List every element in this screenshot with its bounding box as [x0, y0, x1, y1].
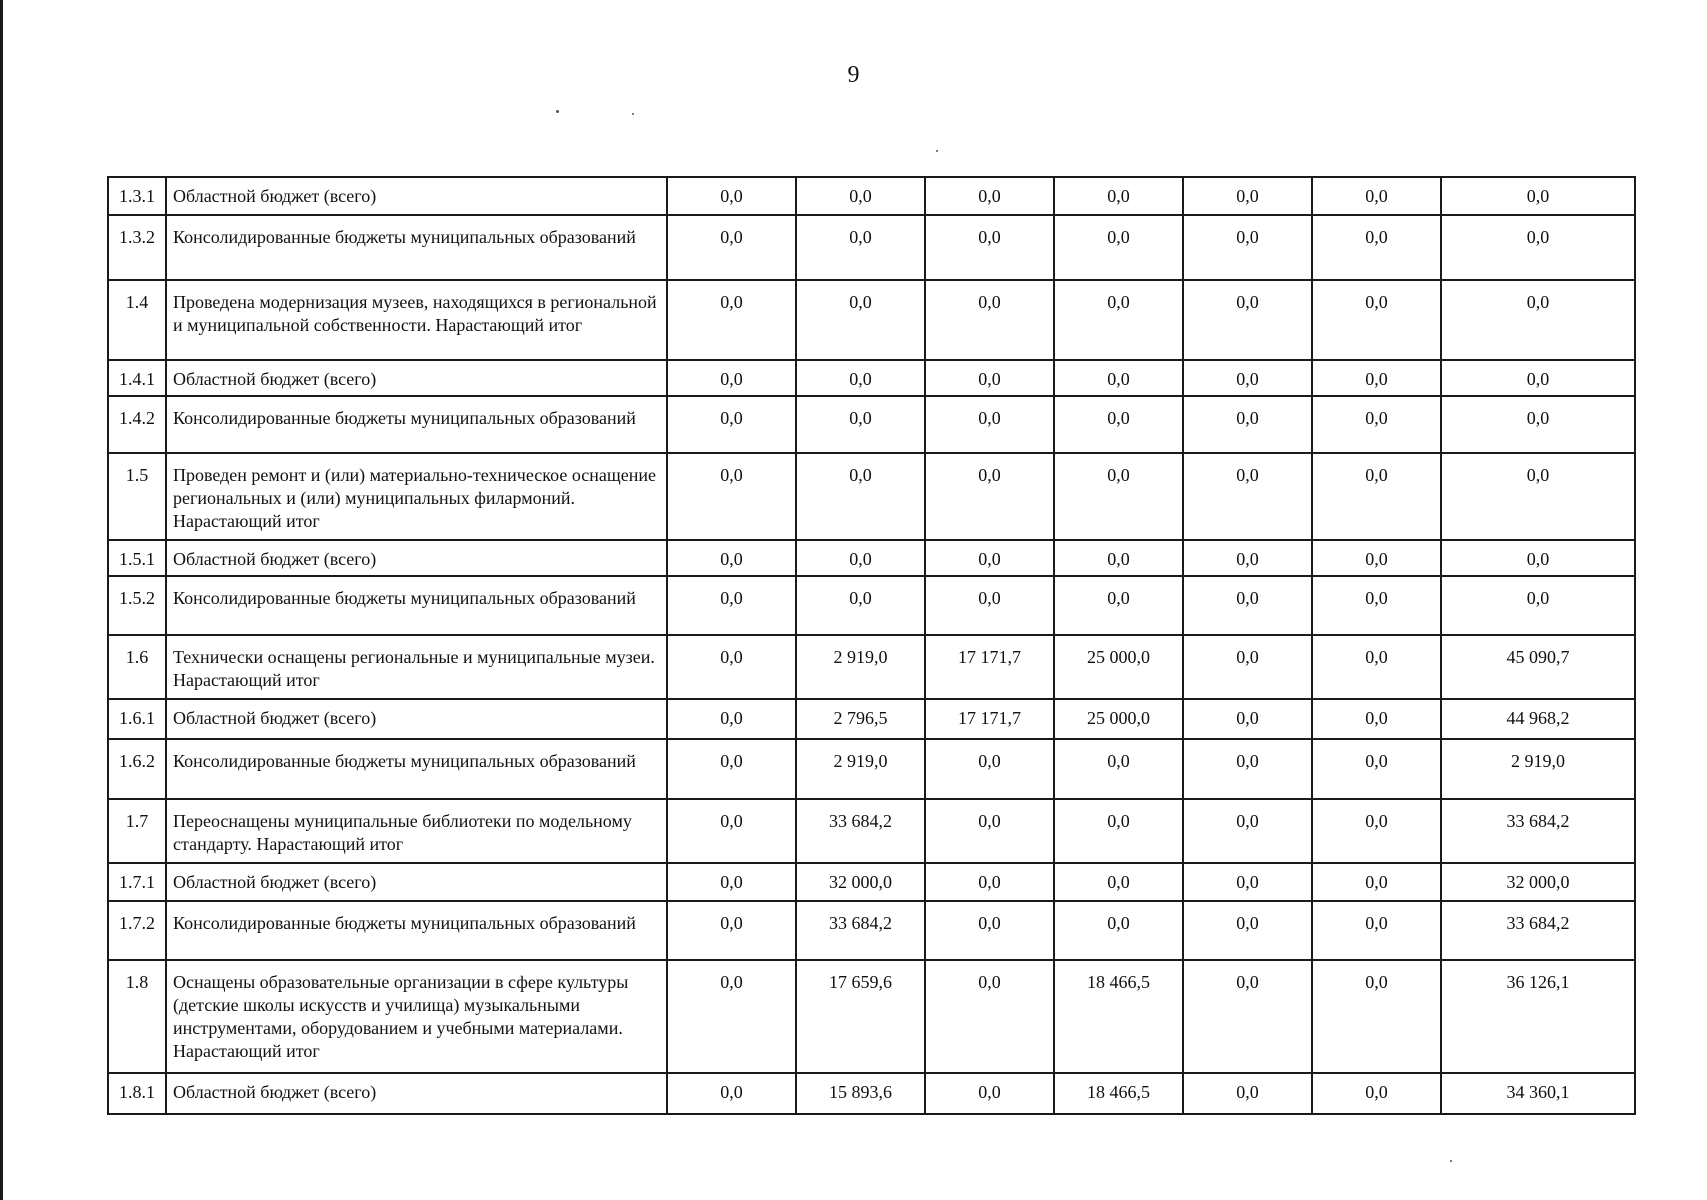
row-number: 1.4.1 — [108, 360, 166, 396]
table-row — [108, 576, 1635, 635]
table-row — [108, 960, 1635, 1073]
value-cell: 18 466,5 — [1054, 960, 1183, 1073]
value-cell: 0,0 — [667, 699, 796, 739]
value-cell: 0,0 — [1441, 215, 1635, 280]
value-cell: 0,0 — [1054, 396, 1183, 453]
scan-speck — [936, 150, 938, 152]
scan-speck — [556, 110, 559, 113]
value-cell: 0,0 — [1054, 576, 1183, 635]
row-description: Консолидированные бюджеты муниципальных образований — [166, 739, 667, 799]
value-cell: 0,0 — [667, 863, 796, 901]
value-cell: 2 919,0 — [796, 739, 925, 799]
page-edge-shadow — [0, 0, 3, 1200]
value-cell: 0,0 — [1312, 799, 1441, 863]
row-description: Областной бюджет (всего) — [166, 699, 667, 739]
row-number: 1.6.1 — [108, 699, 166, 739]
value-cell: 0,0 — [1312, 635, 1441, 699]
table-row — [108, 360, 1635, 396]
row-number: 1.6 — [108, 635, 166, 699]
value-cell: 0,0 — [796, 453, 925, 540]
value-cell: 0,0 — [1183, 960, 1312, 1073]
value-cell: 0,0 — [1054, 177, 1183, 215]
value-cell: 0,0 — [1054, 901, 1183, 960]
row-description: Областной бюджет (всего) — [166, 863, 667, 901]
value-cell: 0,0 — [667, 576, 796, 635]
value-cell: 0,0 — [1183, 215, 1312, 280]
value-cell: 0,0 — [925, 1073, 1054, 1114]
value-cell: 32 000,0 — [796, 863, 925, 901]
value-cell: 0,0 — [1441, 453, 1635, 540]
value-cell: 0,0 — [796, 540, 925, 576]
value-cell: 0,0 — [1312, 1073, 1441, 1114]
value-cell: 0,0 — [1183, 901, 1312, 960]
value-cell: 0,0 — [925, 453, 1054, 540]
value-cell: 0,0 — [1054, 215, 1183, 280]
value-cell: 0,0 — [796, 396, 925, 453]
table-row — [108, 540, 1635, 576]
value-cell: 0,0 — [925, 540, 1054, 576]
value-cell: 0,0 — [1183, 576, 1312, 635]
page-number: 9 — [847, 62, 860, 88]
value-cell: 0,0 — [925, 396, 1054, 453]
value-cell: 0,0 — [1312, 360, 1441, 396]
value-cell: 2 919,0 — [1441, 739, 1635, 799]
value-cell: 0,0 — [925, 799, 1054, 863]
value-cell: 0,0 — [1183, 540, 1312, 576]
value-cell: 17 659,6 — [796, 960, 925, 1073]
row-description: Консолидированные бюджеты муниципальных образований — [166, 576, 667, 635]
value-cell: 0,0 — [1441, 360, 1635, 396]
value-cell: 0,0 — [1054, 799, 1183, 863]
value-cell: 0,0 — [667, 453, 796, 540]
row-number: 1.3.2 — [108, 215, 166, 280]
value-cell: 0,0 — [1183, 396, 1312, 453]
table-row — [108, 863, 1635, 901]
value-cell: 18 466,5 — [1054, 1073, 1183, 1114]
value-cell: 0,0 — [667, 739, 796, 799]
value-cell: 32 000,0 — [1441, 863, 1635, 901]
value-cell: 36 126,1 — [1441, 960, 1635, 1073]
value-cell: 33 684,2 — [796, 901, 925, 960]
row-number: 1.4 — [108, 280, 166, 360]
value-cell: 33 684,2 — [1441, 799, 1635, 863]
value-cell: 0,0 — [1441, 177, 1635, 215]
value-cell: 17 171,7 — [925, 635, 1054, 699]
table-row — [108, 280, 1635, 360]
table-row — [108, 177, 1635, 215]
value-cell: 0,0 — [925, 901, 1054, 960]
value-cell: 0,0 — [1312, 280, 1441, 360]
value-cell: 0,0 — [796, 215, 925, 280]
row-description: Областной бюджет (всего) — [166, 1073, 667, 1114]
value-cell: 0,0 — [1441, 576, 1635, 635]
value-cell: 0,0 — [1312, 863, 1441, 901]
value-cell: 2 796,5 — [796, 699, 925, 739]
value-cell: 0,0 — [925, 360, 1054, 396]
value-cell: 0,0 — [1183, 280, 1312, 360]
value-cell: 0,0 — [925, 215, 1054, 280]
row-number: 1.7.1 — [108, 863, 166, 901]
value-cell: 0,0 — [1054, 739, 1183, 799]
value-cell: 0,0 — [1183, 1073, 1312, 1114]
value-cell: 0,0 — [1183, 739, 1312, 799]
value-cell: 0,0 — [925, 863, 1054, 901]
value-cell: 0,0 — [796, 280, 925, 360]
table-row — [108, 699, 1635, 739]
value-cell: 0,0 — [1054, 863, 1183, 901]
value-cell: 34 360,1 — [1441, 1073, 1635, 1114]
value-cell: 0,0 — [1054, 360, 1183, 396]
table-row — [108, 1073, 1635, 1114]
value-cell: 0,0 — [667, 960, 796, 1073]
value-cell: 0,0 — [1054, 280, 1183, 360]
value-cell: 0,0 — [1312, 576, 1441, 635]
scan-speck — [632, 113, 634, 115]
value-cell: 45 090,7 — [1441, 635, 1635, 699]
row-description: Переоснащены муниципальные библиотеки по модельному стандарту. Нарастающий итог — [166, 799, 667, 863]
value-cell: 0,0 — [667, 280, 796, 360]
value-cell: 0,0 — [1312, 960, 1441, 1073]
table-row — [108, 215, 1635, 280]
table-row — [108, 901, 1635, 960]
value-cell: 0,0 — [1183, 699, 1312, 739]
value-cell: 0,0 — [667, 177, 796, 215]
value-cell: 0,0 — [925, 280, 1054, 360]
row-number: 1.5 — [108, 453, 166, 540]
value-cell: 0,0 — [1312, 739, 1441, 799]
table-body — [108, 177, 1635, 1114]
row-number: 1.8 — [108, 960, 166, 1073]
value-cell: 0,0 — [796, 177, 925, 215]
row-description: Областной бюджет (всего) — [166, 360, 667, 396]
row-number: 1.7 — [108, 799, 166, 863]
row-description: Проведен ремонт и (или) материально-техническое оснащение региональных и (или) муниципальных филармоний. Нарастающий итог — [166, 453, 667, 540]
value-cell: 0,0 — [667, 635, 796, 699]
value-cell: 0,0 — [1312, 215, 1441, 280]
value-cell: 0,0 — [1183, 177, 1312, 215]
table-row — [108, 739, 1635, 799]
value-cell: 0,0 — [1441, 540, 1635, 576]
value-cell: 0,0 — [1441, 280, 1635, 360]
value-cell: 0,0 — [667, 901, 796, 960]
row-number: 1.8.1 — [108, 1073, 166, 1114]
value-cell: 0,0 — [667, 360, 796, 396]
row-number: 1.5.1 — [108, 540, 166, 576]
value-cell: 0,0 — [1054, 540, 1183, 576]
value-cell: 0,0 — [1312, 453, 1441, 540]
value-cell: 0,0 — [925, 739, 1054, 799]
value-cell: 33 684,2 — [796, 799, 925, 863]
value-cell: 0,0 — [1312, 901, 1441, 960]
value-cell: 33 684,2 — [1441, 901, 1635, 960]
table-row — [108, 453, 1635, 540]
value-cell: 2 919,0 — [796, 635, 925, 699]
row-number: 1.4.2 — [108, 396, 166, 453]
value-cell: 0,0 — [667, 215, 796, 280]
value-cell: 15 893,6 — [796, 1073, 925, 1114]
value-cell: 25 000,0 — [1054, 699, 1183, 739]
scan-speck — [1450, 1160, 1452, 1162]
value-cell: 0,0 — [1441, 396, 1635, 453]
value-cell: 0,0 — [925, 576, 1054, 635]
table-row — [108, 396, 1635, 453]
value-cell: 44 968,2 — [1441, 699, 1635, 739]
row-number: 1.5.2 — [108, 576, 166, 635]
row-description: Областной бюджет (всего) — [166, 540, 667, 576]
table-row — [108, 799, 1635, 863]
value-cell: 17 171,7 — [925, 699, 1054, 739]
budget-table — [107, 176, 1636, 1115]
value-cell: 0,0 — [1183, 863, 1312, 901]
value-cell: 0,0 — [667, 540, 796, 576]
value-cell: 0,0 — [1312, 396, 1441, 453]
value-cell: 0,0 — [1312, 699, 1441, 739]
row-description: Оснащены образовательные организации в сфере культуры (детские школы искусств и училища) музыкальными инструментами, оборудованием и учебными материалами. Нарастающий итог — [166, 960, 667, 1073]
table-row — [108, 635, 1635, 699]
row-description: Консолидированные бюджеты муниципальных образований — [166, 396, 667, 453]
value-cell: 0,0 — [1183, 360, 1312, 396]
value-cell: 0,0 — [1183, 635, 1312, 699]
value-cell: 0,0 — [1054, 453, 1183, 540]
value-cell: 0,0 — [1183, 453, 1312, 540]
value-cell: 0,0 — [796, 576, 925, 635]
row-description: Консолидированные бюджеты муниципальных образований — [166, 215, 667, 280]
value-cell: 0,0 — [667, 396, 796, 453]
row-number: 1.7.2 — [108, 901, 166, 960]
value-cell: 0,0 — [1312, 540, 1441, 576]
value-cell: 0,0 — [925, 177, 1054, 215]
row-number: 1.6.2 — [108, 739, 166, 799]
value-cell: 0,0 — [925, 960, 1054, 1073]
value-cell: 0,0 — [1312, 177, 1441, 215]
row-description: Технически оснащены региональные и муниципальные музеи. Нарастающий итог — [166, 635, 667, 699]
row-description: Проведена модернизация музеев, находящихся в региональной и муниципальной собственности. Нарастающий итог — [166, 280, 667, 360]
value-cell: 0,0 — [667, 799, 796, 863]
row-description: Консолидированные бюджеты муниципальных образований — [166, 901, 667, 960]
value-cell: 0,0 — [796, 360, 925, 396]
row-description: Областной бюджет (всего) — [166, 177, 667, 215]
value-cell: 0,0 — [1183, 799, 1312, 863]
row-number: 1.3.1 — [108, 177, 166, 215]
value-cell: 25 000,0 — [1054, 635, 1183, 699]
value-cell: 0,0 — [667, 1073, 796, 1114]
